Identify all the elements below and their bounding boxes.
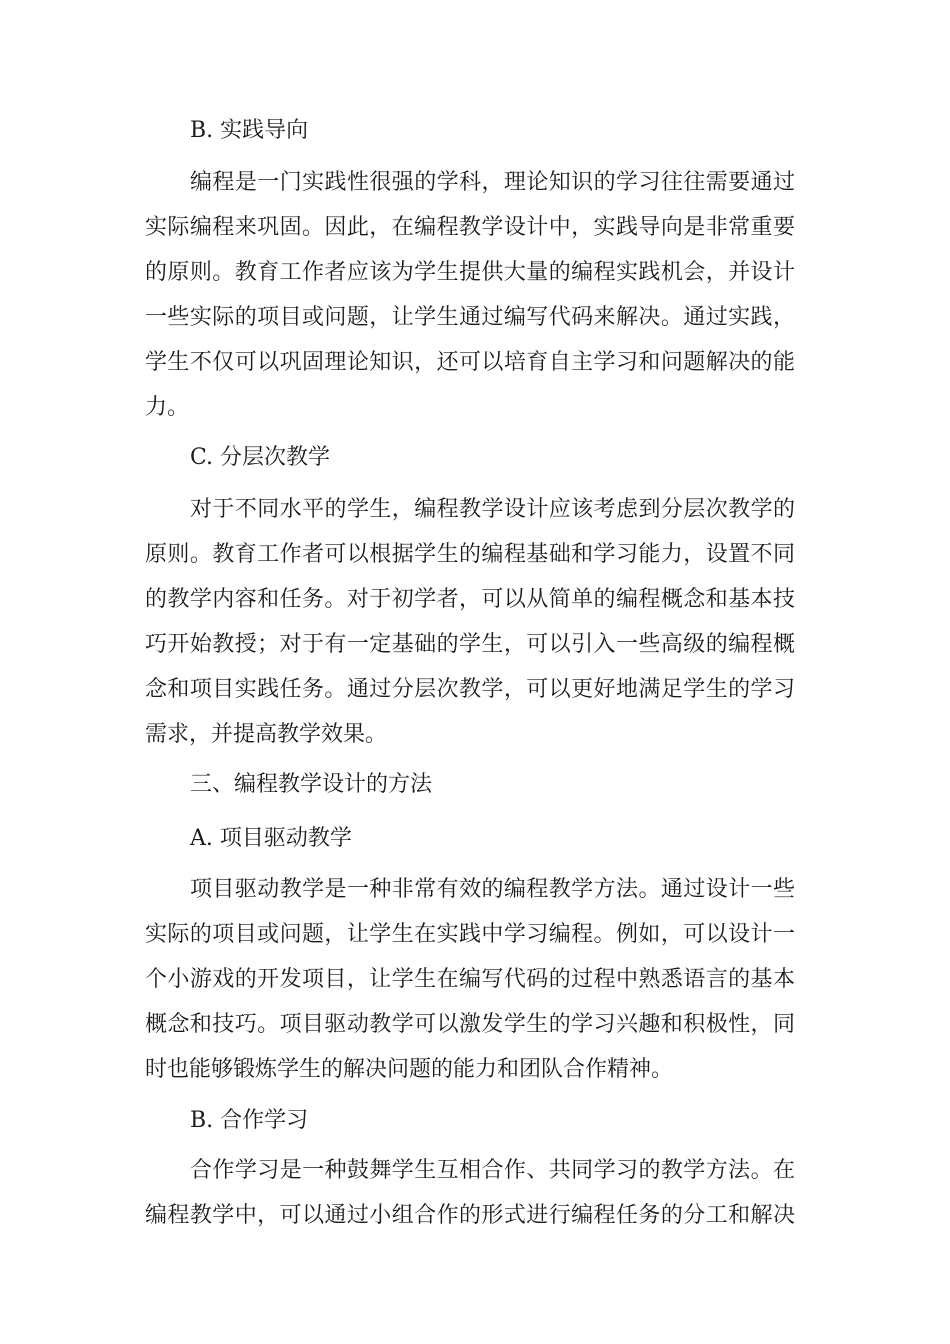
- paragraph-layered-teaching: [145, 487, 795, 757]
- paragraph-practice-oriented: [145, 160, 795, 430]
- paragraph-project-driven: [145, 867, 795, 1092]
- text-line: 概念和技巧。项目驱动教学可以激发学生的学习兴趣和积极性，同: [145, 1012, 795, 1037]
- text-line: 原则。教育工作者可以根据学生的编程基础和学习能力，设置不同: [145, 542, 795, 567]
- heading-layered-teaching: C. 分层次教学: [190, 445, 331, 470]
- text-line: 学生不仅可以巩固理论知识，还可以培育自主学习和问题解决的能: [145, 350, 795, 375]
- text-line: 实际编程来巩固。因此，在编程教学设计中，实践导向是非常重要: [145, 215, 795, 240]
- text-line: 的教学内容和任务。对于初学者，可以从简单的编程概念和基本技: [145, 587, 795, 612]
- text-line: 合作学习是一种鼓舞学生互相合作、共同学习的教学方法。在: [190, 1158, 795, 1183]
- text-line: 需求，并提高教学效果。: [145, 722, 388, 747]
- heading-cooperative-learning: B. 合作学习: [190, 1108, 309, 1133]
- text-line: 力。: [145, 395, 190, 420]
- text-line: 对于不同水平的学生，编程教学设计应该考虑到分层次教学的: [190, 497, 795, 522]
- text-line: 编程是一门实践性很强的学科，理论知识的学习往往需要通过: [190, 170, 795, 195]
- text-line: 一些实际的项目或问题，让学生通过编写代码来解决。通过实践，: [145, 305, 795, 330]
- heading-section-three: 三、编程教学设计的方法: [190, 772, 433, 797]
- text-line: 编程教学中，可以通过小组合作的形式进行编程任务的分工和解决: [145, 1203, 795, 1228]
- heading-practice-oriented: B. 实践导向: [190, 118, 309, 143]
- text-line: 项目驱动教学是一种非常有效的编程教学方法。通过设计一些: [190, 877, 795, 902]
- text-line: 的原则。教育工作者应该为学生提供大量的编程实践机会，并设计: [145, 260, 795, 285]
- text-line: 巧开始教授；对于有一定基础的学生，可以引入一些高级的编程概: [145, 632, 795, 657]
- text-line: 实际的项目或问题，让学生在实践中学习编程。例如，可以设计一: [145, 922, 795, 947]
- text-line: 时也能够锻炼学生的解决问题的能力和团队合作精神。: [145, 1057, 674, 1082]
- text-line: 念和项目实践任务。通过分层次教学，可以更好地满足学生的学习: [145, 677, 795, 702]
- heading-project-driven: A. 项目驱动教学: [190, 826, 352, 851]
- paragraph-cooperative-learning: [145, 1148, 795, 1238]
- text-line: 个小游戏的开发项目，让学生在编写代码的过程中熟悉语言的基本: [145, 967, 795, 992]
